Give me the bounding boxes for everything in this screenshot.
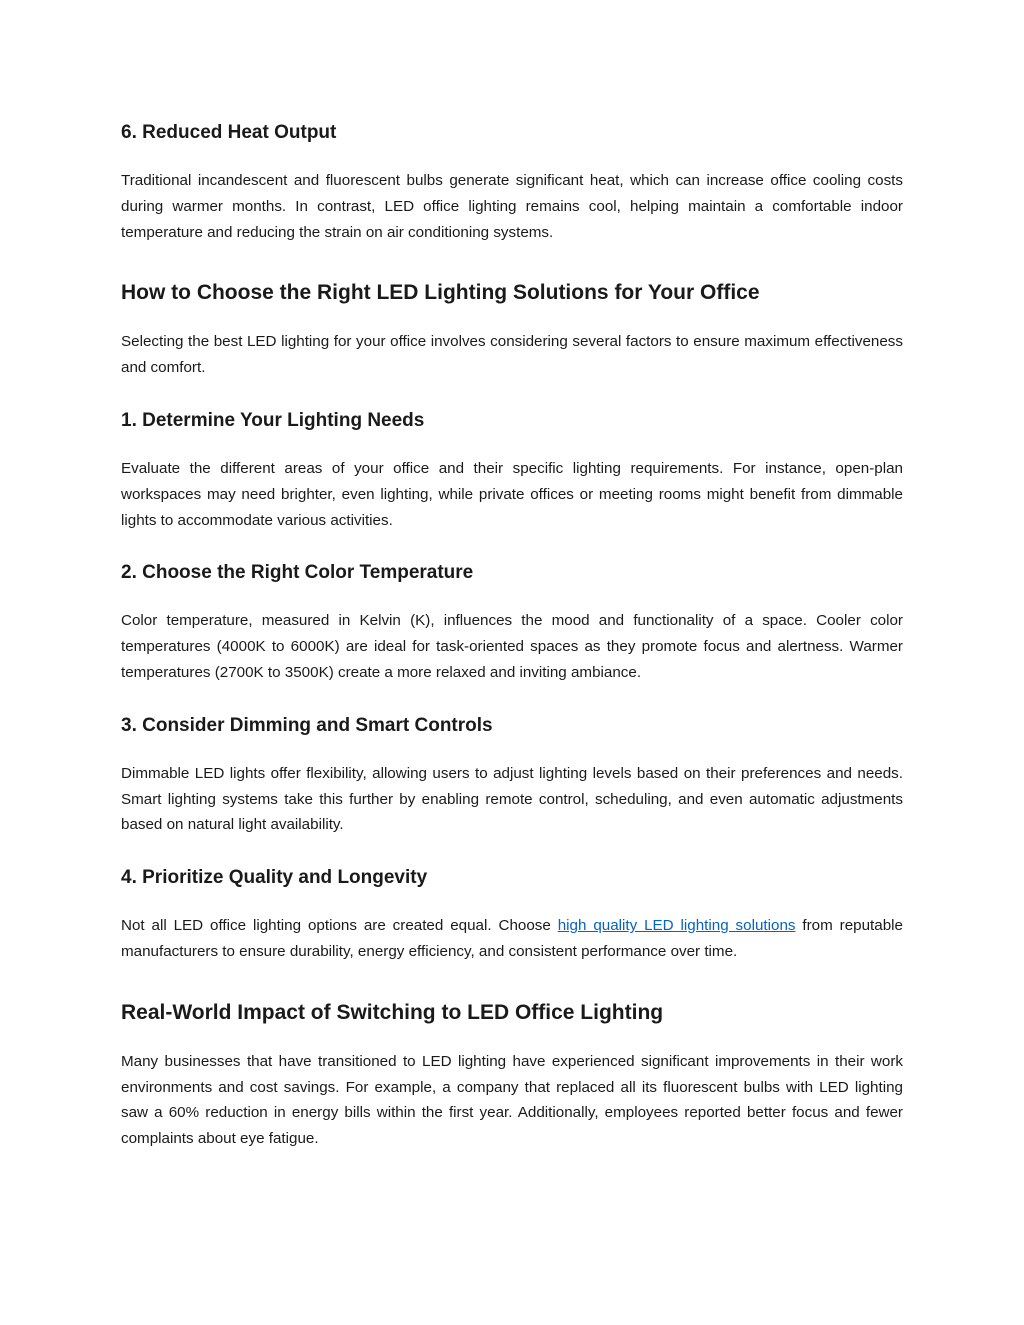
section-heading-real-world-impact: Real-World Impact of Switching to LED Office Lighting	[121, 1000, 664, 1024]
paragraph-dimming-controls: Dimmable LED lights offer flexibility, allowing users to adjust lighting levels based on their preferences and needs. Smart lighting systems take this further by enabling remote control, scheduling, and even automatic adjustments based on natural light availability.	[121, 764, 903, 834]
paragraph-text-before-link: Not all LED office lighting options are created equal. Choose	[121, 917, 558, 935]
section-heading-reduced-heat-output: 6. Reduced Heat Output	[121, 122, 337, 143]
section-heading-quality-longevity: 4. Prioritize Quality and Longevity	[121, 867, 428, 889]
paragraph-reduced-heat-output: Traditional incandescent and fluorescent bulbs generate significant heat, which can increase office cooling costs during warmer months. In contrast, LED office lighting remains cool, helping maintain a comfortable indoor temperature and reducing the strain on air conditioning systems.	[121, 172, 903, 241]
quality-led-solutions-link[interactable]: high quality LED lighting solutions	[557, 917, 796, 935]
paragraph-text-after-link: from reputable manufacturers to ensure durability, energy efficiency, and consistent performance over time.	[121, 917, 903, 960]
section-heading-how-to-choose: How to Choose the Right LED Lighting Solutions for Your Office	[121, 281, 760, 305]
paragraph-how-to-choose: Selecting the best LED lighting for your office involves considering several factors to ensure maximum effectiveness and comfort.	[121, 333, 903, 377]
section-heading-color-temperature: 2. Choose the Right Color Temperature	[121, 562, 474, 584]
paragraph-lighting-needs: Evaluate the different areas of your office and their specific lighting requirements. For instance, open-plan workspaces may need brighter, even lighting, while private offices or meeting rooms might benefit from dimmable lights to accommodate various activities.	[121, 459, 903, 529]
paragraph-real-world-impact: Many businesses that have transitioned to LED lighting have experienced significant improvements in their work environments and cost savings. For example, a company that replaced all its fluorescent bulbs with LED lighting saw a 60% reduction in energy bills within the first year. Additionally, employees reported better focus and fewer complaints about eye fatigue.	[121, 1052, 903, 1148]
paragraph-color-temperature: Color temperature, measured in Kelvin (K), influences the mood and functionality of a space. Cooler color temperatures (4000K to 6000K) are ideal for task-oriented spaces as they promote focus and alertness. Warmer temperatures (2700K to 3500K) create a more relaxed and inviting ambiance.	[121, 612, 903, 681]
section-heading-lighting-needs: 1. Determine Your Lighting Needs	[121, 409, 425, 431]
paragraph-quality-longevity	[121, 913, 903, 965]
section-heading-dimming-controls: 3. Consider Dimming and Smart Controls	[121, 714, 493, 736]
document-page	[121, 118, 903, 1152]
